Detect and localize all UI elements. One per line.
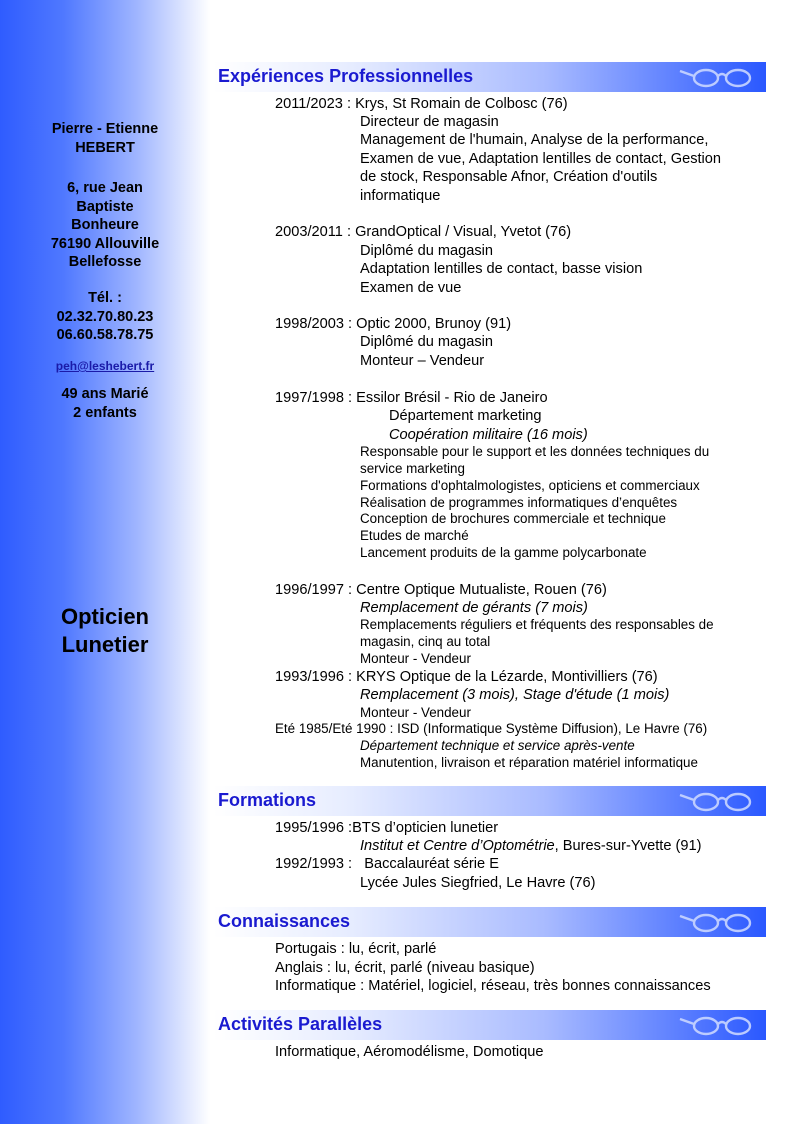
exp-line: de stock, Responsable Afnor, Création d'outils <box>360 169 658 185</box>
exp-line: Réalisation de programmes informatiques d’enquêtes <box>360 495 678 510</box>
exp-line: Adaptation lentilles de contact, basse vision <box>360 261 643 277</box>
exp-dept: Département marketing <box>389 408 542 424</box>
activities-line: Informatique, Aéromodélisme, Domotique <box>275 1044 544 1060</box>
exp-line: Formations d'ophtalmologistes, opticiens et commerciaux <box>360 478 700 493</box>
exp-note: Coopération militaire (16 mois) <box>389 427 588 443</box>
exp-essilor-header: 1997/1998 : Essilor Brésil - Rio de Janeiro <box>275 390 548 406</box>
exp-isd-header: Eté 1985/Eté 1990 : ISD (Informatique Système Diffusion), Le Havre (76) <box>275 721 708 736</box>
section-title: Expériences Professionnelles <box>218 66 474 86</box>
exp-line: Examen de vue, Adaptation lentilles de contact, Gestion <box>360 151 722 167</box>
exp-line: Monteur - Vendeur <box>360 705 471 720</box>
exp-note: Remplacement (3 mois), Stage d'étude (1 mois) <box>360 687 670 703</box>
edu-bts-header: 1995/1996 :BTS d’opticien lunetier <box>275 820 499 836</box>
exp-line: Monteur – Vendeur <box>360 353 485 369</box>
section-header-activities <box>213 1010 766 1040</box>
glasses-icon <box>676 910 756 934</box>
exp-line: magasin, cinq au total <box>360 634 491 649</box>
exp-line: Remplacements réguliers et fréquents des responsables de <box>360 617 714 632</box>
glasses-icon <box>676 789 756 813</box>
exp-line: Management de l'humain, Analyse de la performance, <box>360 132 709 148</box>
edu-bts-school: Institut et Centre d’Optométrie, Bures-sur-Yvette (91) <box>360 838 702 854</box>
edu-bac-school: Lycée Jules Siegfried, Le Havre (76) <box>360 875 596 891</box>
exp-line: Diplômé du magasin <box>360 334 494 350</box>
exp-line: Etudes de marché <box>360 528 469 543</box>
exp-krys-lezarde-header: 1993/1996 : KRYS Optique de la Lézarde, Montivilliers (76) <box>275 669 658 685</box>
section-header-experience <box>213 62 766 92</box>
section-title: Formations <box>218 790 317 810</box>
exp-grandoptical-header: 2003/2011 : GrandOptical / Visual, Yvetot (76) <box>275 224 572 240</box>
skill-line: Informatique : Matériel, logiciel, réseau, très bonnes connaissances <box>275 978 711 994</box>
skill-line: Anglais : lu, écrit, parlé (niveau basique) <box>275 960 535 976</box>
glasses-icon <box>676 1013 756 1037</box>
candidate-name: Pierre - Etienne HEBERT <box>51 121 159 156</box>
section-header-skills <box>213 907 766 937</box>
section-title: Activités Parallèles <box>218 1014 383 1034</box>
exp-line: Monteur - Vendeur <box>360 651 471 666</box>
personal-status: 49 ans Marié 2 enfants <box>61 386 149 421</box>
skill-line: Portugais : lu, écrit, parlé <box>275 941 437 957</box>
sidebar <box>0 0 210 1124</box>
exp-line: service marketing <box>360 461 465 476</box>
exp-line: Examen de vue <box>360 280 462 296</box>
exp-krys-header: 2011/2023 : Krys, St Romain de Colbosc (76) <box>275 96 568 112</box>
job-title: Opticien Lunetier <box>60 604 149 657</box>
exp-optic2000-header: 1998/2003 : Optic 2000, Brunoy (91) <box>275 316 512 332</box>
section-title: Connaissances <box>218 911 351 931</box>
edu-bac-header: 1992/1993 : Baccalauréat série E <box>275 856 499 872</box>
section-header-education <box>213 786 766 816</box>
exp-line: Diplômé du magasin <box>360 243 494 259</box>
exp-line: Directeur de magasin <box>360 114 499 130</box>
exp-mutualiste-header: 1996/1997 : Centre Optique Mutualiste, Rouen (76) <box>275 582 607 598</box>
exp-line: Lancement produits de la gamme polycarbonate <box>360 545 647 560</box>
phone-block: Tél. : 02.32.70.80.23 06.60.58.78.75 <box>56 290 154 344</box>
address: 6, rue Jean Baptiste Bonheure 76190 Allouville Bellefosse <box>50 180 160 271</box>
exp-line: Conception de brochures commerciale et technique <box>360 511 666 526</box>
exp-line: Responsable pour le support et les données techniques du <box>360 444 710 459</box>
email-link[interactable]: peh@leshebert.fr <box>55 359 155 373</box>
exp-line: Manutention, livraison et réparation matériel informatique <box>360 755 698 770</box>
exp-note: Département technique et service après-vente <box>360 738 635 753</box>
exp-line: informatique <box>360 188 441 204</box>
exp-note: Remplacement de gérants (7 mois) <box>360 600 588 616</box>
glasses-icon <box>676 65 756 89</box>
